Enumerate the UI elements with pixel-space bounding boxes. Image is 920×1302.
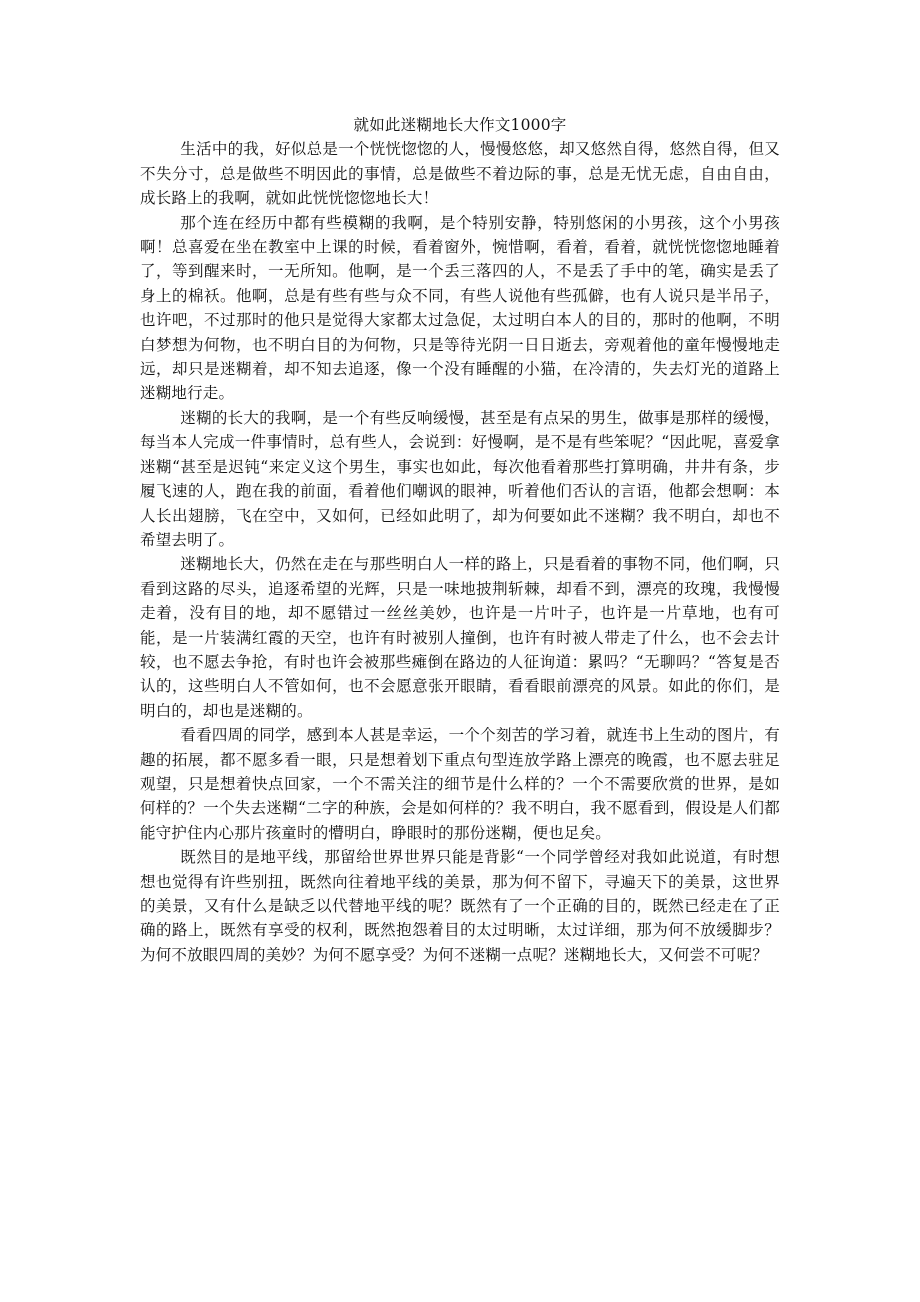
paragraph: 迷糊地长大，仍然在走在与那些明白人一样的路上，只是看着的事物不同，他们啊，只看到这路的尽头，追逐希望的光辉，只是一味地披荆斩棘，却看不到，漂亮的玫瑰，我慢慢走着，没有目的地，却不愿错过一丝丝美妙，也许是一片叶子，也许是一片草地，也有可能，是一片装满红霞的天空，也许有时被别人撞倒，也许有时被人带走了什么，也不会去计较，也不愿去争抢，有时也许会被那些瘫倒在路边的人征询道：累吗？“无聊吗？“答复是否认的，这些明白人不管如何，也不会愿意张开眼睛，看看眼前漂亮的风景。如此的你们，是明白的，却也是迷糊的。: [140, 555, 780, 720]
document-body: [140, 113, 780, 967]
paragraph: 迷糊的长大的我啊，是一个有些反响缓慢，甚至是有点呆的男生，做事是那样的缓慢，每当本人完成一件事情时，总有些人，会说到：好慢啊，是不是有些笨呢？“因此呢，喜爱拿迷糊“甚至是迟钝“来定义这个男生，事实也如此，每次他看着那些打算明确，井井有条，步履飞速的人，跑在我的前面，看着他们嘲讽的眼神，听着他们否认的言语，他都会想啊：本人长出翅膀，飞在空中，又如何，已经如此明了，却为何要如此不迷糊？我不明白，却也不希望去明了。: [140, 408, 780, 549]
document-title: 就如此迷糊地长大作文1000字: [353, 116, 567, 134]
paragraph: 看看四周的同学，感到本人甚是幸运，一个个刻苦的学习着，就连书上生动的图片，有趣的拓展，都不愿多看一眼，只是想着划下重点句型连放学路上漂亮的晚霞，也不愿去驻足观望，只是想着快点回家，一个不需关注的细节是什么样的？一个不需要欣赏的世界，是如何样的？一个失去迷糊“二字的种族，会是如何样的？我不明白，我不愿看到，假设是人们都能守护住内心那片孩童时的懵明白，睁眼时的那份迷糊，便也足矣。: [140, 726, 780, 842]
paragraph: 那个连在经历中都有些模糊的我啊，是个特别安静，特别悠闲的小男孩，这个小男孩啊！总喜爱在坐在教室中上课的时候，看着窗外，惋惜啊，看着，看着，就恍恍惚惚地睡着了，等到醒来时，一无所知。他啊，是一个丢三落四的人，不是丢了手中的笔，确实是丢了身上的棉袄。他啊，总是有些有些与众不同，有些人说他有些孤僻，也有人说只是半吊子，也许吧，不过那时的他只是觉得大家都太过急促，太过明白本人的目的，那时的他啊，不明白梦想为何物，也不明白目的为何物，只是等待光阴一日日逝去，旁观着他的童年慢慢地走远，却只是迷糊着，却不知去追逐，像一个没有睡醒的小猫，在冷清的，失去灯光的道路上迷糊地行走。: [140, 213, 780, 403]
paragraph: 既然目的是地平线，那留给世界世界只能是背影“一个同学曾经对我如此说道，有时想想也觉得有许些别扭，既然向往着地平线的美景，那为何不留下，寻遍天下的美景，这世界的美景，又有什么是缺乏以代替地平线的呢？既然有了一个正确的目的，既然已经走在了正确的路上，既然有享受的权利，既然抱怨着目的太过明晰，太过详细，那为何不放缓脚步？为何不放眼四周的美妙？为何不愿享受？为何不迷糊一点呢？迷糊地长大，又何尝不可呢？: [140, 848, 780, 964]
paragraph: 生活中的我，好似总是一个恍恍惚惚的人，慢慢悠悠，却又悠然自得，悠然自得，但又不失分寸，总是做些不明因此的事情，总是做些不着边际的事，总是无忧无虑，自由自由，成长路上的我啊，就如此恍恍惚惚地长大！: [140, 140, 780, 208]
